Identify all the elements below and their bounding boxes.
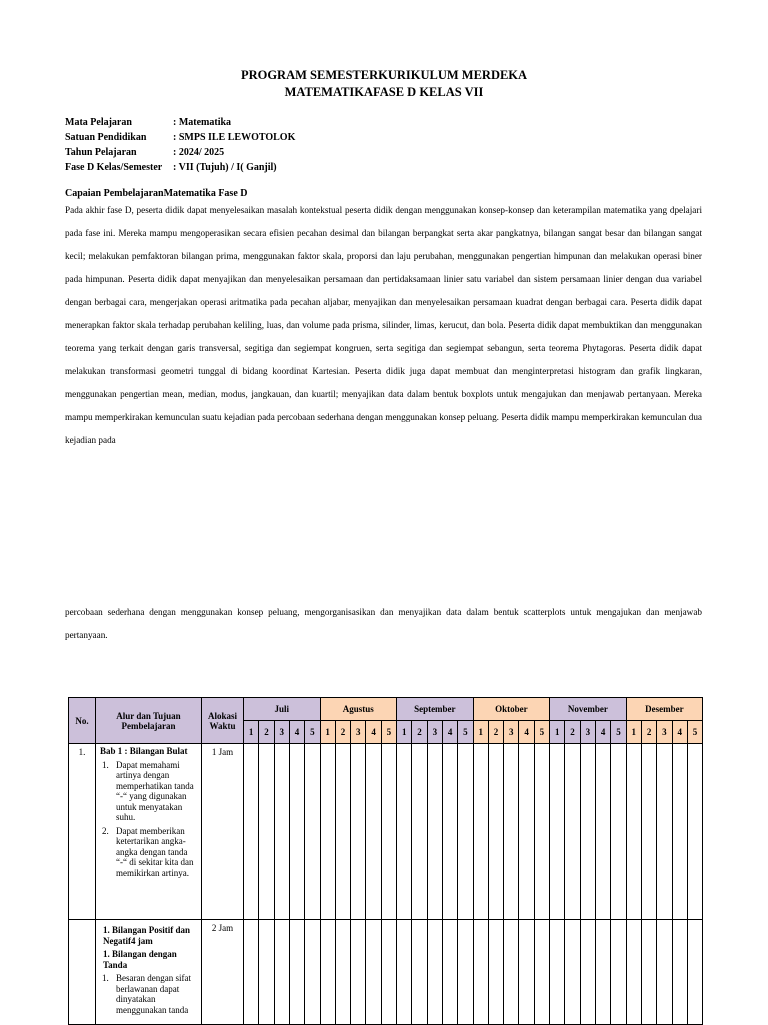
schedule-cell [657,920,672,1025]
schedule-cell [473,744,488,920]
objective-text: Dapat memberikan ketertarikan angka-angka dengan tanda “-“ di sekitar kita dan memikirkan artinya. [116,825,194,878]
week-header: 1 [550,721,565,744]
week-header: 5 [534,721,549,744]
schedule-cell [366,920,381,1025]
schedule-cell [244,744,259,920]
schedule-table [68,697,703,1025]
week-header: 2 [488,721,503,744]
alur-cell [96,744,202,920]
week-header: 3 [274,721,289,744]
meta-label: Fase D Kelas/Semester [65,162,163,173]
schedule-cell [596,920,611,1025]
row-number [69,920,96,1025]
schedule-cell [274,920,289,1025]
week-header: 1 [244,721,259,744]
time-allocation: 2 Jam [202,920,244,1025]
schedule-cell [488,920,503,1025]
schedule-cell [519,744,534,920]
schedule-cell [289,920,304,1025]
schedule-cell [519,920,534,1025]
schedule-cell [611,744,626,920]
schedule-cell [259,920,274,1025]
schedule-cell [458,920,473,1025]
schedule-cell [672,920,687,1025]
schedule-cell [596,744,611,920]
week-header: 4 [289,721,304,744]
schedule-cell [580,744,595,920]
week-header: 2 [335,721,350,744]
week-header: 3 [580,721,595,744]
schedule-cell [580,920,595,1025]
week-header: 5 [458,721,473,744]
schedule-cell [397,744,412,920]
schedule-cell [672,744,687,920]
meta-row [65,115,295,130]
week-header: 5 [305,721,320,744]
schedule-cell [504,920,519,1025]
week-header: 3 [657,721,672,744]
document-title [0,67,768,101]
schedule-cell [320,744,335,920]
meta-value: : SMPS ILE LEWOTOLOK [173,132,296,143]
schedule-cell [657,744,672,920]
month-header: Oktober [473,698,550,721]
schedule-cell [687,744,702,920]
capaian-paragraph-continued: percobaan sederhana dengan menggunakan konsep peluang, mengorganisasikan dan menyajikan data dalam bentuk scatterplots untuk mengajukan dan menjawab pertanyaan. [65,607,702,640]
schedule-cell [305,744,320,920]
meta-label: Tahun Pelajaran [65,147,137,158]
schedule-cell [550,744,565,920]
meta-row [65,160,295,175]
week-header: 1 [626,721,641,744]
week-header: 2 [412,721,427,744]
meta-value: : 2024/ 2025 [173,147,225,158]
schedule-cell [458,744,473,920]
meta-label: Satuan Pendidikan [65,132,147,143]
meta-row [65,130,295,145]
month-header: Desember [626,698,703,721]
chapter-title: Bab 1 : Bilangan Bulat [100,746,188,756]
schedule-cell [351,920,366,1025]
month-header: September [397,698,473,721]
meta-value: : VII (Tujuh) / I( Ganjil) [173,162,277,173]
schedule-cell [366,744,381,920]
schedule-cell [611,920,626,1025]
schedule-cell [381,920,396,1025]
week-header: 5 [611,721,626,744]
week-header: 4 [519,721,534,744]
meta-label: Mata Pelajaran [65,117,132,128]
objective-text: Dapat memahami artinya dengan memperhatikan tanda “-“ yang digunakan untuk menyatakan suhu. [116,759,194,822]
schedule-cell [320,920,335,1025]
month-header: Juli [244,698,321,721]
week-header: 4 [442,721,457,744]
week-header: 1 [320,721,335,744]
schedule-cell [534,744,549,920]
row-number: 1. [69,744,96,920]
subtopic-title: 1. Bilangan Positif dan Negatif4 jam [103,925,191,946]
week-header: 5 [381,721,396,744]
title-line-1: PROGRAM SEMESTERKURIKULUM MERDEKA [240,68,528,82]
schedule-cell [397,920,412,1025]
schedule-cell [244,920,259,1025]
week-header: 1 [397,721,412,744]
schedule-cell [335,744,350,920]
capaian-heading: Capaian PembelajaranMatematika Fase D [65,188,248,199]
schedule-cell [351,744,366,920]
schedule-cell [473,920,488,1025]
schedule-cell [442,744,457,920]
month-header: Agustus [320,698,397,721]
schedule-cell [412,920,427,1025]
schedule-cell [289,744,304,920]
subtopic-title: 1. Bilangan dengan Tanda [103,949,177,970]
schedule-cell [488,744,503,920]
objective-item [100,973,197,1015]
week-header: 5 [687,721,702,744]
schedule-cell [442,920,457,1025]
objective-number: 1. [102,973,109,983]
objective-item [100,760,197,823]
header-no: No. [69,698,96,744]
objective-item [100,826,197,879]
week-header: 2 [565,721,580,744]
schedule-cell [626,744,641,920]
schedule-cell [550,920,565,1025]
schedule-cell [565,744,580,920]
schedule-cell [274,744,289,920]
schedule-cell [504,744,519,920]
schedule-cell [259,744,274,920]
week-header: 4 [596,721,611,744]
time-allocation: 1 Jam [202,744,244,920]
title-line-2: MATEMATIKAFASE D KELAS VII [284,85,484,99]
week-header: 1 [473,721,488,744]
identity-block [65,115,295,175]
header-alur: Alur dan Tujuan Pembelajaran [96,698,202,744]
alur-cell [96,920,202,1025]
header-waktu: Alokasi Waktu [202,698,244,744]
schedule-cell [381,744,396,920]
schedule-cell [335,920,350,1025]
schedule-cell [305,920,320,1025]
schedule-cell [687,920,702,1025]
schedule-cell [534,920,549,1025]
objective-number: 1. [102,759,109,770]
schedule-cell [641,920,656,1025]
meta-value: : Matematika [173,117,232,128]
week-header: 2 [259,721,274,744]
capaian-paragraph: Pada akhir fase D, peserta didik dapat menyelesaikan masalah kontekstual peserta didik dengan menggunakan konsep-konsep dan keterampilan matematika yang dpelajari pada fase ini. Mereka mampu mengoperasikan secara efisien pecahan desimal dan bilangan berpangkat serta akar pangkatnya, bilangan sangat besar dan bilangan sangat kecil; melakukan pemfaktoran bilangan prima, menggunakan faktor skala, proporsi dan laju perubahan, menggunakan pengertian himpunan dan melakukan operasi biner pada himpunan. Peserta didik dapat menyajikan dan menyelesaikan persamaan dan pertidaksamaan linier satu variabel dan sistem persamaan linier dengan dua variabel dengan berbagai cara, mengerjakan operasi aritmatika pada pecahan aljabar, menyajikan dan menyelesaikan persamaan kuadrat dengan berbagai cara. Peserta didik dapat menerapkan faktor skala terhadap perubahan keliling, luas, dan volume pada prisma, silinder, limas, kerucut, dan bola. Peserta didik dapat membuktikan dan menggunakan teorema yang terkait dengan garis transversal, segitiga dan segiempat kongruen, serta segitiga dan segiempat sebangun, serta teorema Phytagoras. Peserta didik dapat melakukan transformasi geometri tunggal di bidang koordinat Kartesian. Peserta didik juga dapat membuat dan menginterpretasi histogram dan grafik lingkaran, menggunakan pengertian mean, median, modus, jangkauan, dan kuartil; menyajikan data dalam bentuk boxplots untuk mengajukan dan menjawab pertanyaan. Mereka mampu memperkirakan kemunculan suatu kejadian pada percobaan sederhana dengan menggunakan konsep peluang. Peserta didik mampu memperkirakan kemunculan dua kejadian pada [65,205,702,445]
week-header: 3 [351,721,366,744]
schedule-cell [427,744,442,920]
month-header: November [550,698,627,721]
schedule-cell [626,920,641,1025]
schedule-cell [412,744,427,920]
objective-text: Besaran dengan sifat berlawanan dapat dinyatakan menggunakan tanda [116,973,191,1015]
week-header: 3 [504,721,519,744]
schedule-cell [565,920,580,1025]
meta-row [65,145,295,160]
week-header: 2 [641,721,656,744]
week-header: 4 [672,721,687,744]
week-header: 4 [366,721,381,744]
schedule-cell [641,744,656,920]
schedule-cell [427,920,442,1025]
objective-number: 2. [102,825,109,836]
week-header: 3 [427,721,442,744]
